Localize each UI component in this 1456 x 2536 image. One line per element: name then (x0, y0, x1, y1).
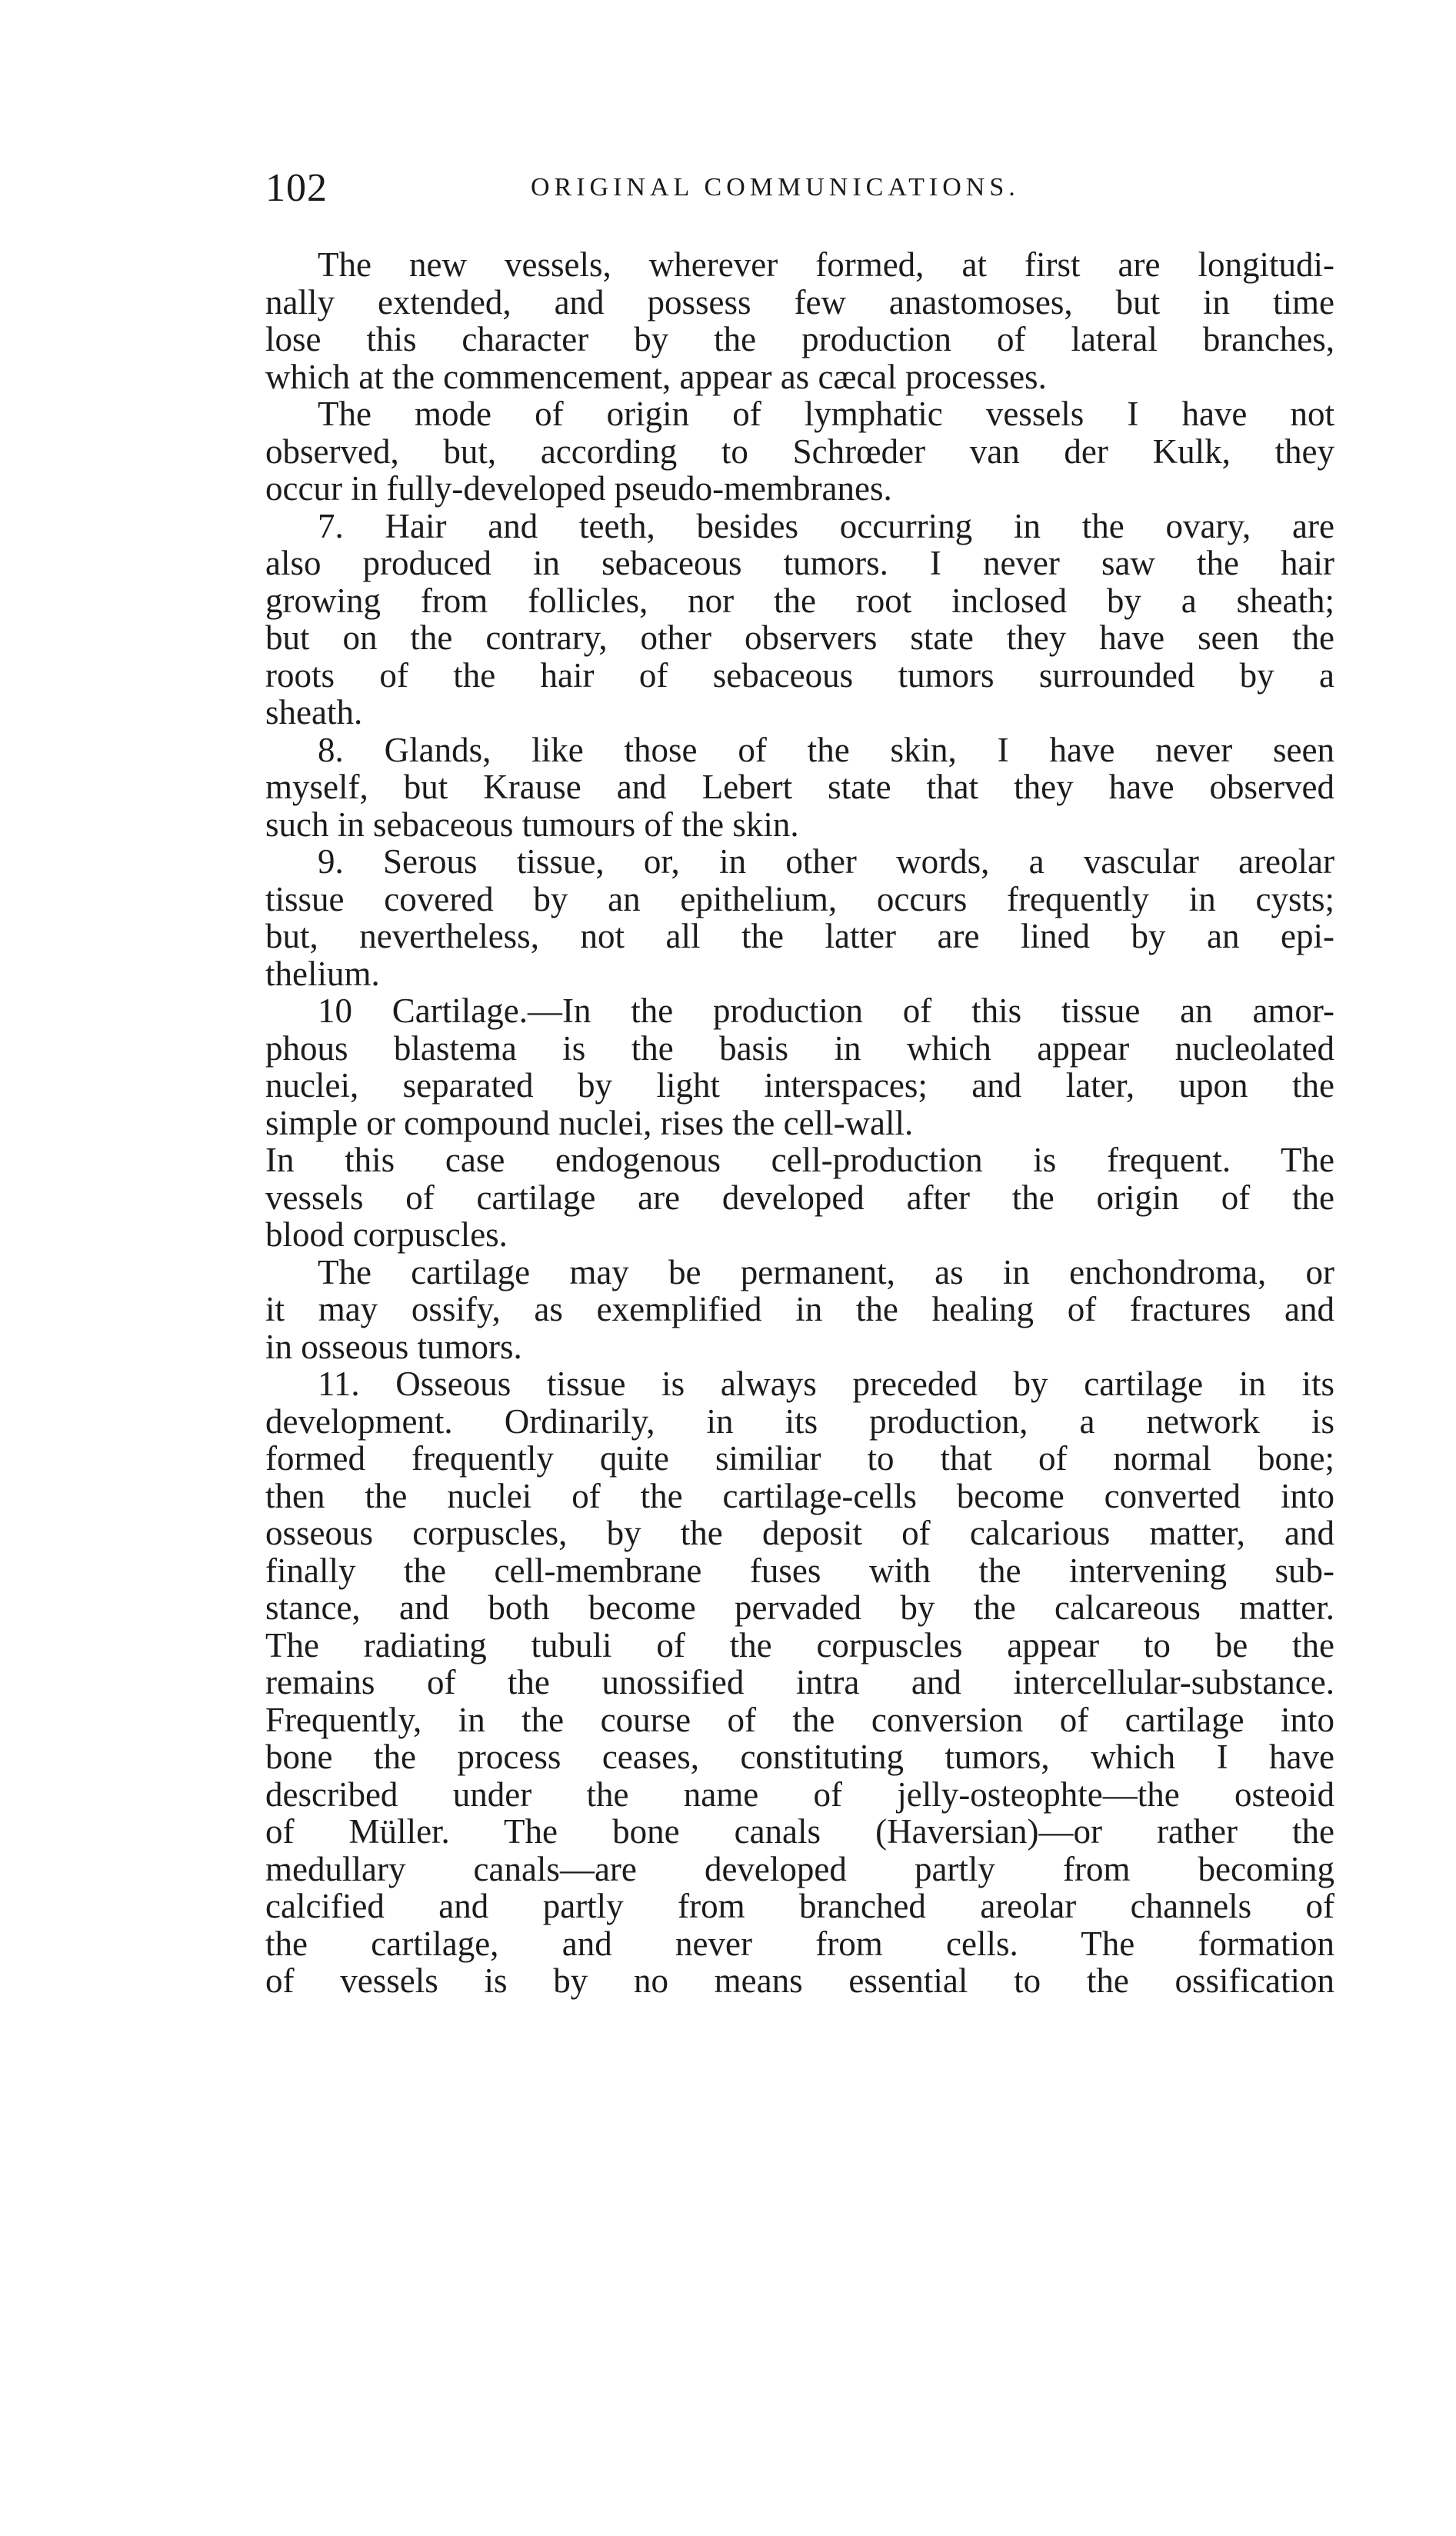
text-line: In this case endogenous cell-production is frequent. The (265, 1141, 1334, 1179)
text-line: nally extended, and possess few anastomoses, but in time (265, 282, 1334, 322)
paragraph-cartilage-permanent (265, 1254, 1334, 1366)
text-line: The radiating tubuli of the corpuscles appear to be the (265, 1625, 1334, 1665)
text-line: development. Ordinarily, in its production, a network is (265, 1401, 1334, 1441)
text-line: nuclei, separated by light interspaces; and later, upon the (265, 1066, 1334, 1105)
text-line: lose this character by the production of lateral branches, (265, 320, 1334, 358)
running-head (265, 165, 1334, 219)
text-line: which at the commencement, appear as cæcal processes. (265, 357, 1047, 396)
paragraph-new-vessels (265, 246, 1334, 395)
text-line: Frequently, in the course of the conversion of cartilage into (265, 1700, 1334, 1739)
body-text (265, 246, 1334, 2000)
text-line: simple or compound nuclei, rises the cell-wall. (265, 1103, 914, 1142)
text-line: sheath. (265, 693, 363, 731)
text-line: growing from follicles, nor the root inclosed by a sheath; (265, 581, 1334, 620)
paragraph-lymphatic-vessels (265, 395, 1334, 508)
paragraph-hair-and-teeth (265, 508, 1334, 731)
text-line: of Müller. The bone canals (Haversian)—or rather the (265, 1812, 1334, 1851)
text-line: The new vessels, wherever formed, at first are longitudi- (318, 245, 1334, 284)
text-line: described under the name of jelly-osteophte—the osteoid (265, 1775, 1334, 1814)
text-line: bone the process ceases, constituting tumors, which I have (265, 1738, 1334, 1776)
text-line: phous blastema is the basis in which appear nucleolated (265, 1028, 1334, 1068)
running-title: ORIGINAL COMMUNICATIONS. (531, 173, 1020, 202)
page-number: 102 (265, 166, 328, 210)
text-line: blood corpuscles. (265, 1215, 508, 1254)
text-line: occur in fully-developed pseudo-membranes. (265, 469, 892, 508)
text-line: finally the cell-membrane fuses with the intervening sub- (265, 1551, 1334, 1590)
text-line: but on the contrary, other observers state they have seen the (265, 618, 1334, 657)
text-line: also produced in sebaceous tumors. I never saw the hair (265, 544, 1334, 582)
text-line: the cartilage, and never from cells. The formation (265, 1924, 1334, 1963)
paragraph-osseous-tissue (265, 1365, 1334, 2000)
paragraph-cartilage (265, 992, 1334, 1141)
text-line: such in sebaceous tumours of the skin. (265, 805, 799, 844)
text-line: 7. Hair and teeth, besides occurring in the ovary, are (318, 506, 1334, 545)
text-line: remains of the unossified intra and intercellular-substance. (265, 1663, 1334, 1701)
text-line: in osseous tumors. (265, 1327, 522, 1366)
text-line: 10 Cartilage.—In the production of this tissue an amor- (318, 991, 1334, 1030)
text-line: 8. Glands, like those of the skin, I have never seen (318, 730, 1334, 769)
text-line: tissue covered by an epithelium, occurs frequently in cysts; (265, 879, 1334, 918)
text-line: The cartilage may be permanent, as in enchondroma, or (318, 1252, 1334, 1291)
text-line: roots of the hair of sebaceous tumors surrounded by a (265, 655, 1334, 695)
paragraph-serous-tissue (265, 843, 1334, 992)
paragraph-glands (265, 731, 1334, 844)
text-line: of vessels is by no means essential to the ossification (265, 1961, 1334, 2000)
text-line: then the nuclei of the cartilage-cells become converted into (265, 1476, 1334, 1515)
text-line: myself, but Krause and Lebert state that they have observed (265, 768, 1334, 806)
text-line: 9. Serous tissue, or, in other words, a vascular areolar (318, 842, 1334, 881)
text-line: medullary canals—are developed partly from becoming (265, 1849, 1334, 1888)
text-line: but, nevertheless, not all the latter are lined by an epi- (265, 917, 1334, 955)
text-line: observed, but, according to Schrœder van der Kulk, they (265, 432, 1334, 471)
paragraph-endogenous (265, 1141, 1334, 1254)
text-line: stance, and both become pervaded by the calcareous matter. (265, 1588, 1334, 1627)
text-line: thelium. (265, 954, 380, 993)
text-line: it may ossify, as exemplified in the healing of fractures and (265, 1290, 1334, 1328)
text-line: formed frequently quite similiar to that of normal bone; (265, 1439, 1334, 1478)
text-line: calcified and partly from branched areolar channels of (265, 1887, 1334, 1925)
text-line: 11. Osseous tissue is always preceded by cartilage in its (318, 1365, 1334, 1403)
text-line: osseous corpuscles, by the deposit of calcarious matter, and (265, 1514, 1334, 1552)
text-line: vessels of cartilage are developed after the origin of the (265, 1178, 1334, 1217)
text-line: The mode of origin of lymphatic vessels I have not (318, 395, 1334, 433)
